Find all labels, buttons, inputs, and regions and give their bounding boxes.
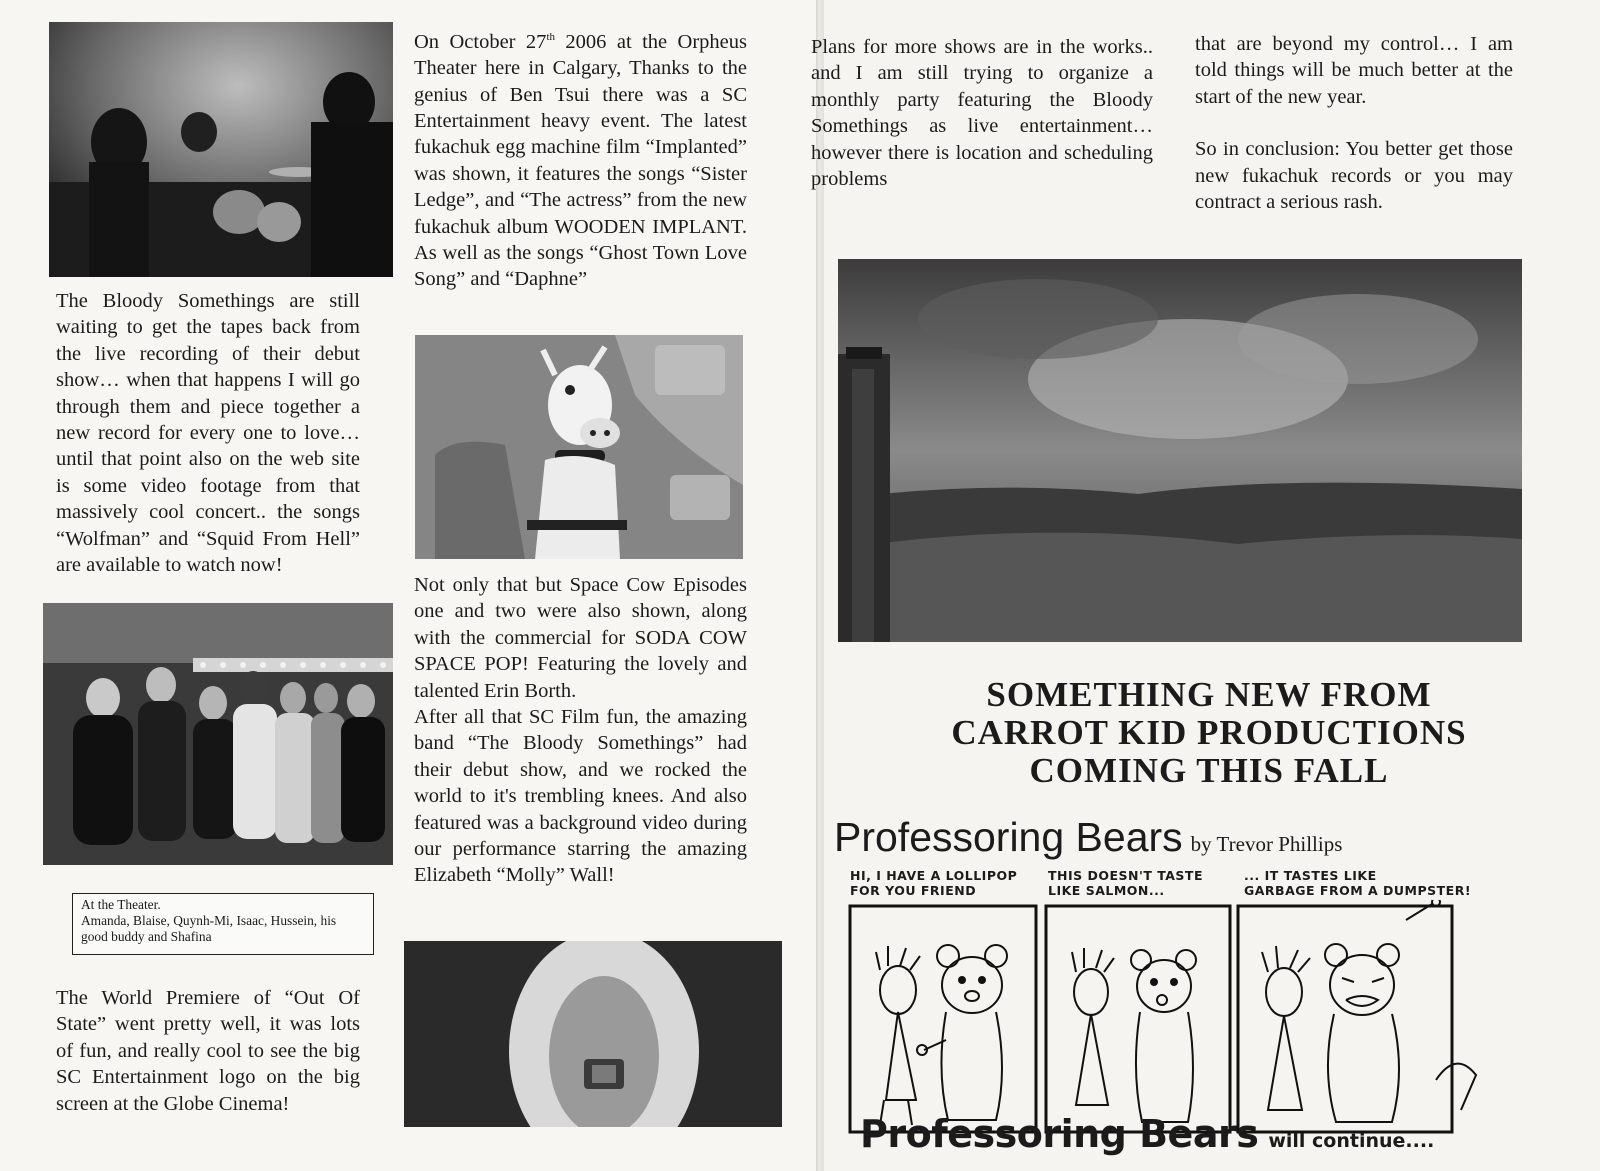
headline <box>848 676 1570 790</box>
left-col1-para1: The Bloody Somethings are still waiting to get the tapes back from the live recording of their debut show… when that happens I will go through them and piece together a new record for every one to love… until that point also on the web site is some video footage from that massively cool concert.. the songs “Wolfman” and “Squid From Hell” are available to watch now! <box>56 290 360 577</box>
stormy-landscape-photo <box>838 259 1522 642</box>
comic-panels <box>836 900 1556 1140</box>
comic-footer <box>860 1112 1434 1156</box>
left-col2-para1: On October 27th 2006 at the Orpheus Theater here in Calgary, Thanks to the genius of Ben Tsui there was a SC Entertainment heavy event. The latest fukachuk egg machine film “Implanted” was shown, it features the songs “Sister Ledge”, and “The actress” from the new fukachuk album WOODEN IMPLANT. As well as the songs “Ghost Town Love Song” and “Daphne” <box>414 30 747 291</box>
right-col2-para1: that are beyond my control… I am told things will be much better at the start of the new year. So in conclusion: You better get those new fukachuk records or you may contract a serious rash. <box>1195 33 1513 214</box>
left-col1-para2: The World Premiere of “Out Of State” went pretty well, it was lots of fun, and really cool to see the big SC Entertainment logo on the big screen at the Globe Cinema! <box>56 987 360 1115</box>
comic-title-text: Professoring Bears <box>834 814 1183 860</box>
headline-line3: COMING THIS FALL <box>1029 751 1389 790</box>
comic-footer-title: Professoring Bears <box>860 1112 1259 1156</box>
space-cow-film-still <box>415 335 743 559</box>
comic-footer-continue: will continue.... <box>1268 1130 1435 1152</box>
molly-wall-video-still <box>404 941 782 1127</box>
panel2-speech: THIS DOESN'T TASTE LIKE SALMON... <box>1048 868 1204 898</box>
headline-line2: CARROT KID PRODUCTIONS <box>951 713 1467 752</box>
left-col2-para2: Not only that but Space Cow Episodes one and two were also shown, along with the commercial for SODA COW SPACE POP! Featuring the lovely and talented Erin Borth. After all that SC Film fun, the amazing band “The Bloody Somethings” had their debut show, and we rocked the world to it's trembling knees. And also featured was a background video during our performance starring the amazing Elizabeth “Molly” Wall! <box>414 574 747 887</box>
comic-title <box>834 814 1342 861</box>
headline-line1: SOMETHING NEW FROM <box>986 675 1432 714</box>
photo-caption: At the Theater. Amanda, Blaise, Quynh-Mi, Isaac, Hussein, his good buddy and Shafina <box>72 893 374 955</box>
panel1-speech: HI, I HAVE A LOLLIPOP FOR YOU FRIEND <box>850 868 1018 898</box>
comic-byline: by Trevor Phillips <box>1190 832 1343 856</box>
right-col1-para1: Plans for more shows are in the works.. and I am still trying to organize a monthly party featuring the Bloody Somethings as live entertainment… however there is location and scheduling problems <box>811 36 1153 191</box>
panel3-speech: ... IT TASTES LIKE GARBAGE FROM A DUMPSTER! <box>1244 868 1472 898</box>
band-concert-photo <box>49 22 393 277</box>
theater-group-photo <box>43 603 393 865</box>
